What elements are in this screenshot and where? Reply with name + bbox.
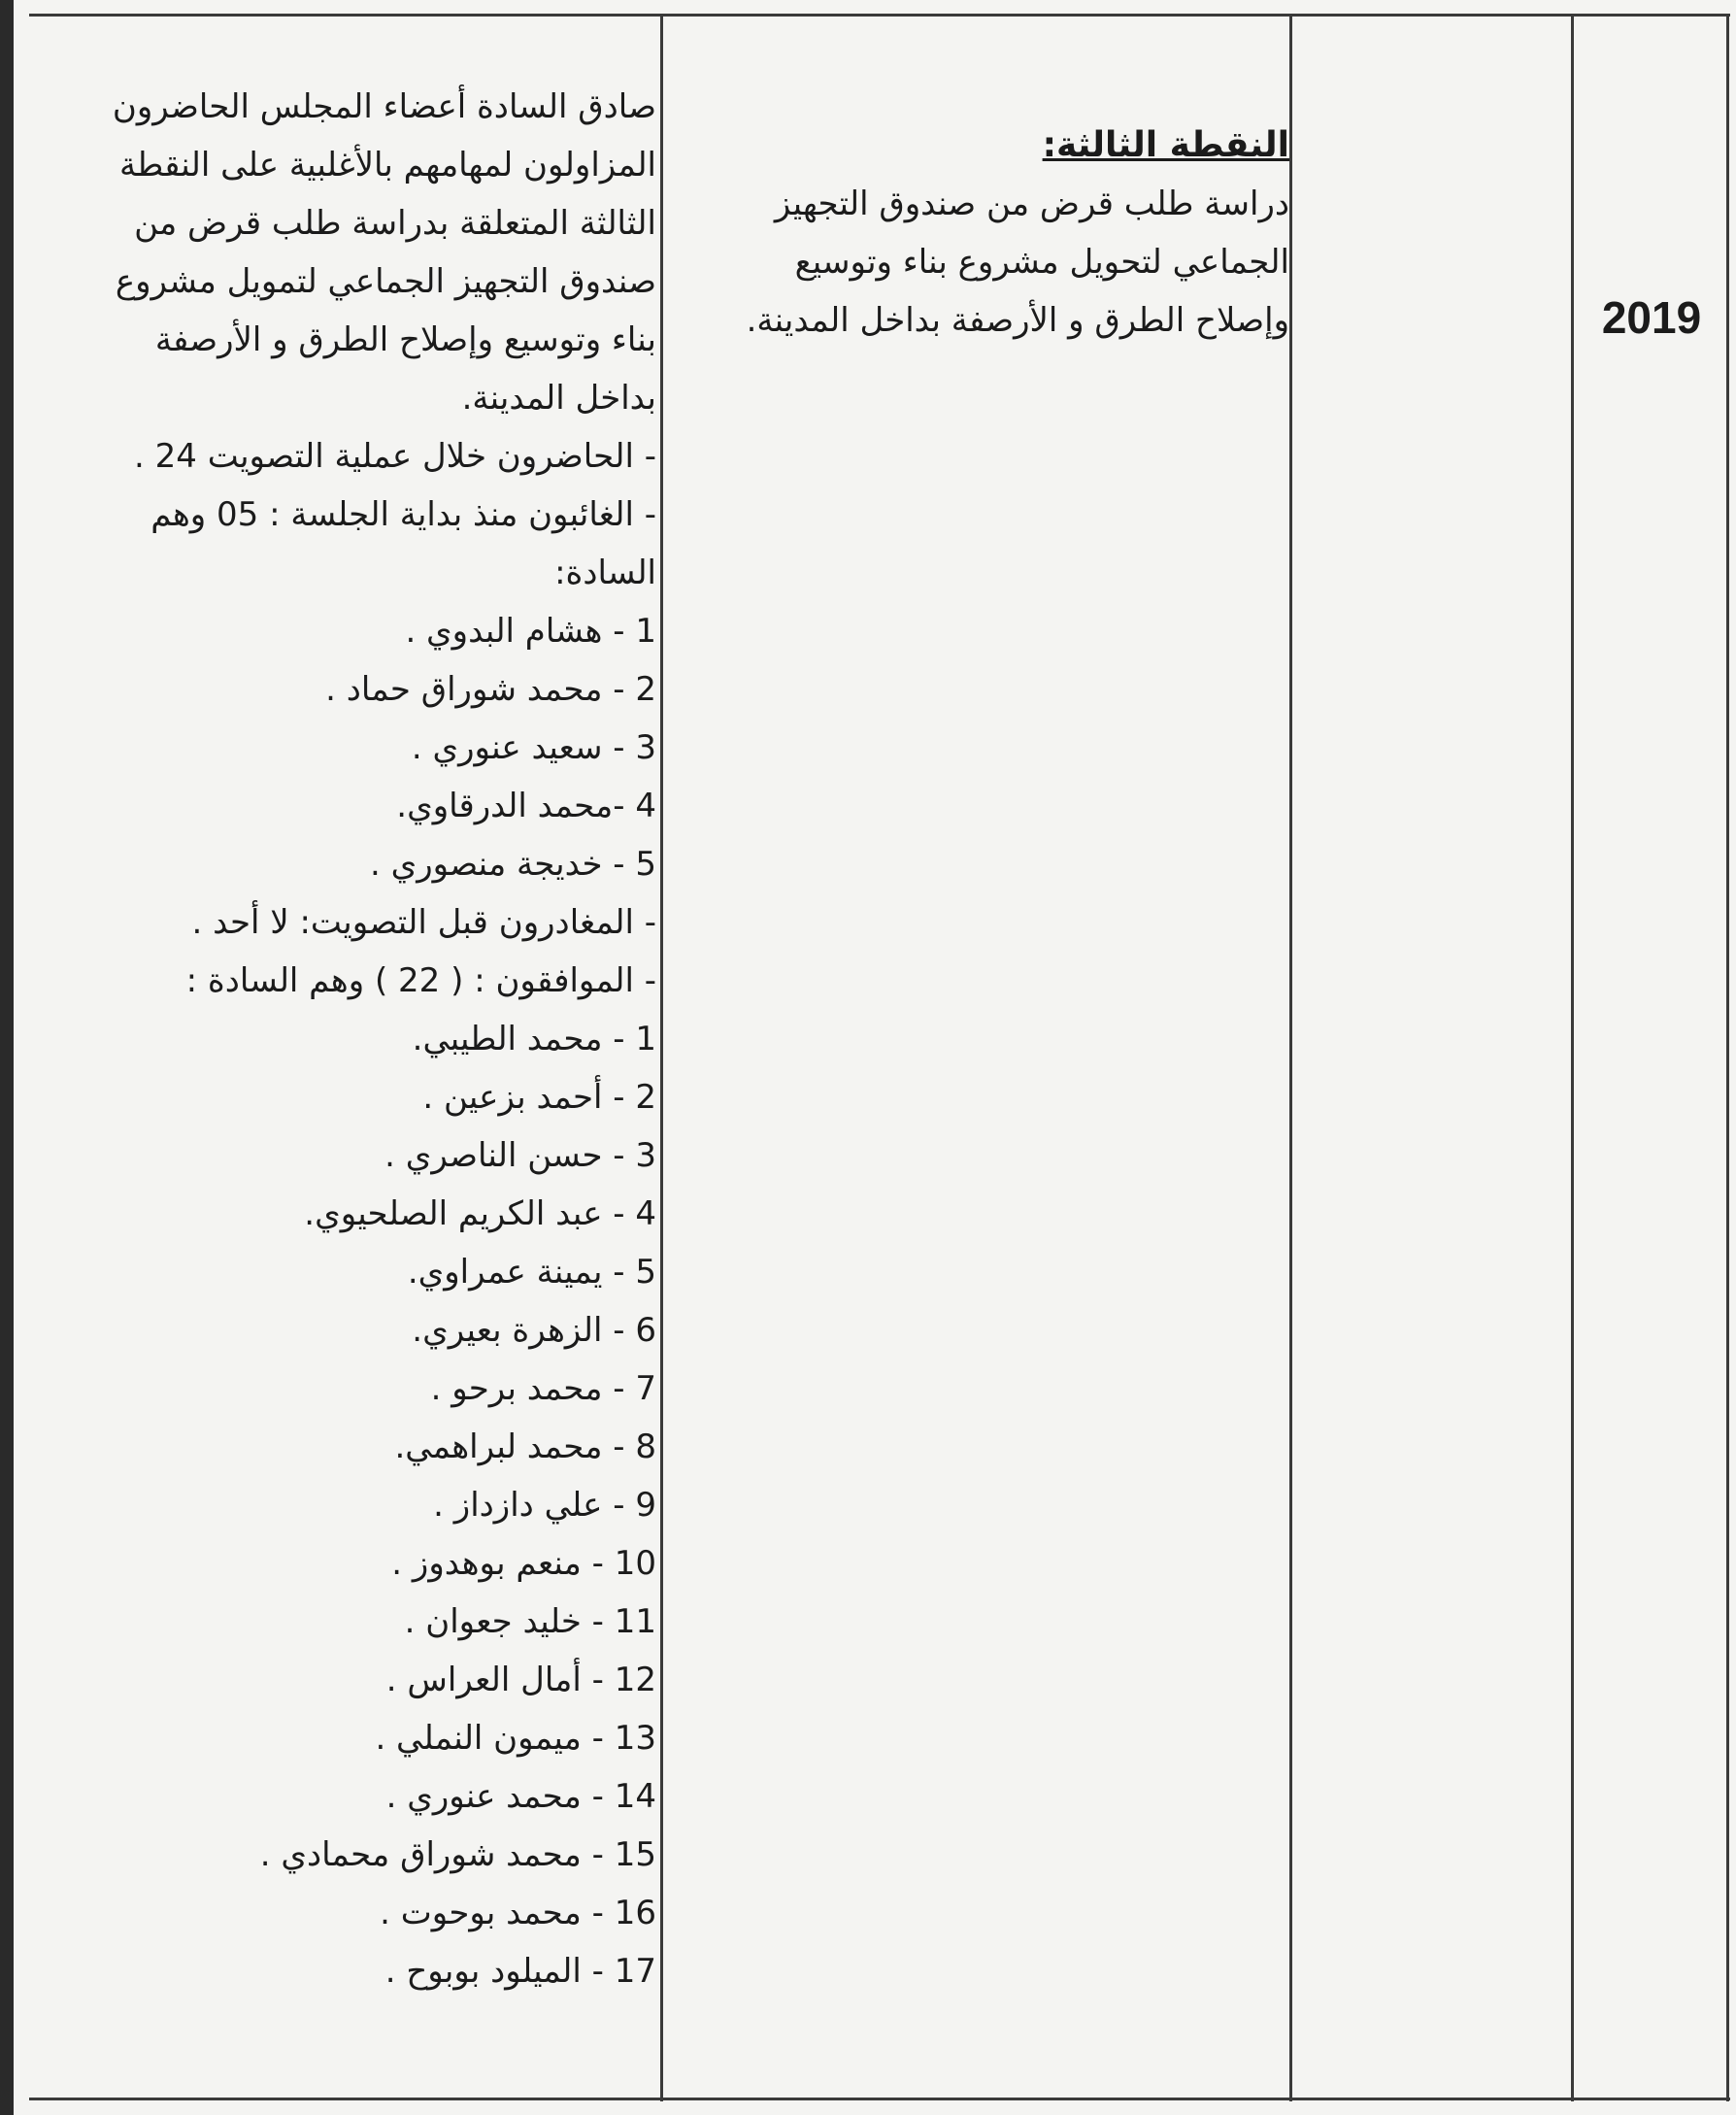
decision-cell <box>68 78 656 2000</box>
table-top-border <box>29 14 1730 17</box>
column-divider-point <box>1289 14 1292 2101</box>
year-cell: 2019 <box>1601 292 1702 343</box>
approver-item: 2 - أحمد بزعين . <box>422 1078 656 1117</box>
decision-intro: صادق السادة أعضاء المجلس الحاضرون المزاولون لمهامهم بالأغلبية على النقطة الثالثة المتعلقة بدراسة طلب قرض من صندوق التجهيز الجماعي لتمويل مشروع بناء وتوسيع وإصلاح الطرق و الأرصفة بداخل المدينة. <box>112 87 656 418</box>
table-bottom-border <box>29 2098 1730 2100</box>
table-right-border <box>1726 14 1729 2101</box>
absent-item: 5 - خديجة منصوري . <box>369 845 656 884</box>
absent-item: 1 - هشام البدوي . <box>405 612 656 651</box>
approver-item: 5 - يمينة عمراوي. <box>407 1253 656 1292</box>
approver-item: 10 - منعم بوهدوز . <box>391 1544 656 1583</box>
approver-item: 13 - ميمون النملي . <box>375 1719 656 1758</box>
approvers-heading: - الموافقون : ( 22 ) وهم السادة : <box>185 961 656 1000</box>
approver-item: 9 - علي دازداز . <box>433 1486 656 1525</box>
approver-item: 4 - عبد الكريم الصلحيوي. <box>304 1194 656 1233</box>
approver-item: 8 - محمد لبراهمي. <box>394 1427 656 1466</box>
absent-item: 3 - سعيد عنوري . <box>411 728 656 767</box>
column-divider-empty <box>1571 14 1574 2101</box>
scan-page-edge <box>0 0 14 2115</box>
approver-item: 12 - أمال العراس . <box>385 1661 656 1699</box>
point-title: النقطة الثالثة: <box>1042 125 1289 165</box>
approver-item: 16 - محمد بوحوت . <box>380 1894 656 1932</box>
approver-item: 7 - محمد برحو . <box>430 1369 656 1408</box>
point-body: دراسة طلب قرض من صندوق التجهيز الجماعي لتحويل مشروع بناء وتوسيع وإصلاح الطرق و الأرصفة بداخل المدينة. <box>746 185 1289 340</box>
agenda-point-cell <box>697 117 1289 350</box>
left-before-vote: - المغادرون قبل التصويت: لا أحد . <box>191 903 656 942</box>
column-divider-result <box>660 14 663 2101</box>
present-count: - الحاضرون خلال عملية التصويت 24 . <box>134 437 656 476</box>
approver-item: 3 - حسن الناصري . <box>384 1136 656 1175</box>
approver-item: 1 - محمد الطيبي. <box>412 1020 656 1058</box>
approver-item: 6 - الزهرة بعيري. <box>412 1311 656 1350</box>
approver-item: 17 - الميلود بوبوح . <box>384 1952 656 1991</box>
absent-heading: - الغائبون منذ بداية الجلسة : 05 وهم السادة: <box>150 495 656 592</box>
approver-item: 11 - خليد جعوان . <box>404 1602 656 1641</box>
approver-item: 15 - محمد شوراق محمادي . <box>259 1835 656 1874</box>
absent-item: 4 -محمد الدرقاوي. <box>396 787 656 825</box>
absent-item: 2 - محمد شوراق حماد . <box>325 670 656 709</box>
approver-item: 14 - محمد عنوري . <box>385 1777 656 1816</box>
